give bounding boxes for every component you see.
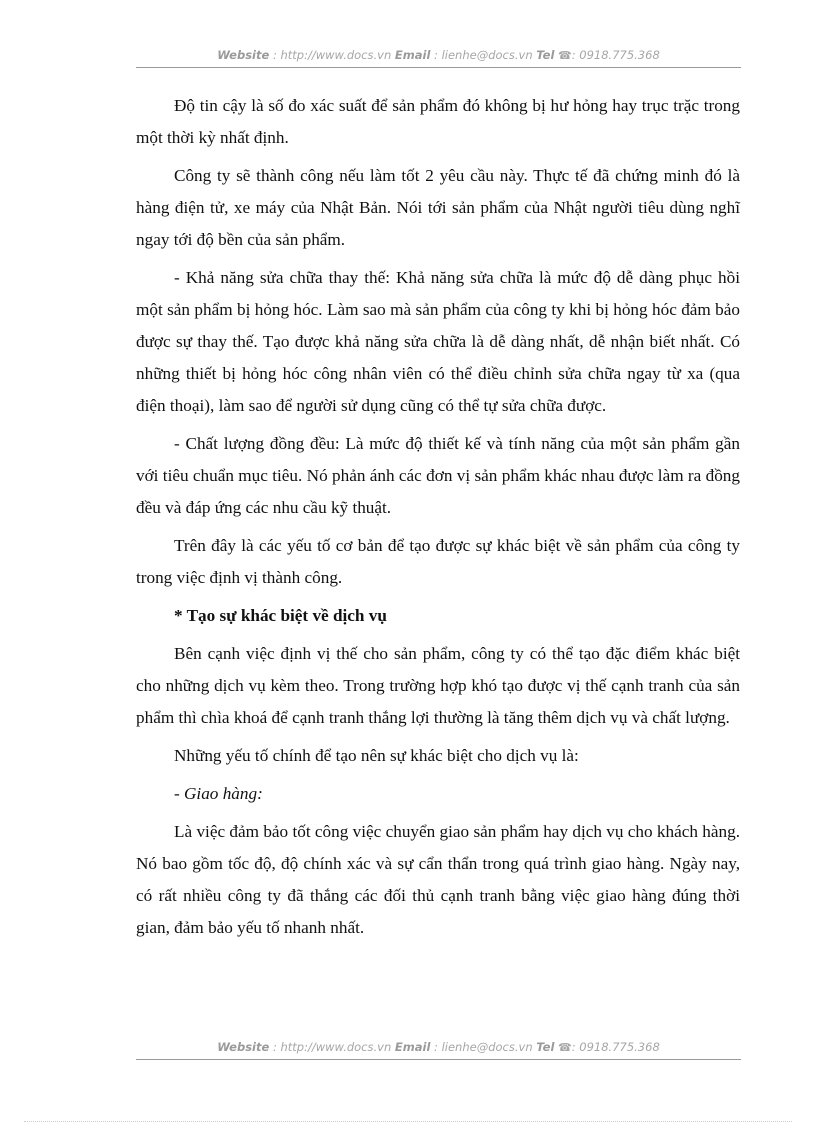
paragraph-reliability: Độ tin cậy là số đo xác suất để sản phẩm đó không bị hư hỏng hay trục trặc trong một thời kỳ nhất định.: [136, 96, 740, 147]
paragraph-service-factors: Những yếu tố chính để tạo nên sự khác biệt cho dịch vụ là:: [174, 746, 579, 765]
footer-website-label: Website: [217, 1040, 270, 1054]
paragraph-success: Công ty sẽ thành công nếu làm tốt 2 yêu cầu này. Thực tế đã chứng minh đó là hàng điện tử, xe máy của Nhật Bản. Nói tới sản phẩm của Nhật người tiêu dùng nghĩ ngay tới độ bền của sản phẩm.: [136, 166, 740, 249]
website-link[interactable]: http://www.docs.vn: [280, 48, 392, 62]
footer-tel-label: Tel: [536, 1040, 555, 1054]
section-heading-service: * Tạo sự khác biệt về dịch vụ: [174, 606, 387, 625]
paragraph-delivery: Là việc đảm bảo tốt công việc chuyển giao sản phẩm hay dịch vụ cho khách hàng. Nó bao gồm tốc độ, độ chính xác và sự cẩn thẩn trong quá trình giao hàng. Ngày nay, có rất nhiều công ty đã thắng các đối thủ cạnh tranh bằng việc giao hàng đúng thời gian, đảm bảo yếu tố nhanh nhất.: [136, 822, 740, 937]
tel-label: Tel: [536, 48, 555, 62]
email-link[interactable]: lienhe@docs.vn: [441, 48, 533, 62]
paragraph-service-intro: Bên cạnh việc định vị thế cho sản phẩm, công ty có thể tạo đặc điểm khác biệt cho những dịch vụ kèm theo. Trong trường hợp khó tạo được vị thế cạnh tranh của sản phẩm thì chìa khoá để cạnh tranh thắng lợi thường là tăng thêm dịch vụ và chất lượng.: [136, 644, 740, 727]
footer-email-link[interactable]: lienhe@docs.vn: [441, 1040, 533, 1054]
footer-email-label: Email: [394, 1040, 431, 1054]
paragraph-summary: Trên đây là các yếu tố cơ bản để tạo được sự khác biệt về sản phẩm của công ty trong việc định vị thành công.: [136, 536, 740, 587]
subheading-delivery: - Giao hàng:: [174, 784, 263, 803]
paragraph-uniform-quality: - Chất lượng đồng đều: Là mức độ thiết kế và tính năng của một sản phẩm gần với tiêu chuẩn mục tiêu. Nó phản ánh các đơn vị sản phẩm khác nhau được làm ra đồng đều và đáp ứng các nhu cầu kỹ thuật.: [136, 434, 740, 517]
footer-tel-value: : 0918.775.368: [571, 1040, 660, 1054]
email-label: Email: [394, 48, 431, 62]
footer-website-separator: :: [269, 1040, 281, 1054]
website-label: Website: [217, 48, 270, 62]
footer-phone-icon: ☎: [558, 1041, 572, 1054]
footer-email-separator: :: [430, 1040, 442, 1054]
page-footer: [136, 1039, 741, 1060]
footer-website-link[interactable]: http://www.docs.vn: [280, 1040, 392, 1054]
phone-icon: ☎: [558, 49, 572, 62]
tel-value: : 0918.775.368: [571, 48, 660, 62]
page-bottom-divider: [24, 1121, 792, 1122]
website-separator: :: [269, 48, 281, 62]
paragraph-repairability: - Khả năng sửa chữa thay thế: Khả năng sửa chữa là mức độ dễ dàng phục hồi một sản phẩm bị hỏng hóc. Làm sao mà sản phẩm của công ty khi bị hỏng hóc đảm bảo được sự thay thế. Tạo được khả năng sửa chữa là dễ dàng nhất, dễ nhận biết nhất. Có những thiết bị hỏng hóc công nhân viên có thể điều chỉnh sửa chữa ngay từ xa (qua điện thoại), làm sao để người sử dụng cũng có thể tự sửa chữa được.: [136, 268, 740, 415]
page-header: [136, 47, 741, 68]
email-separator: :: [430, 48, 442, 62]
document-body: [136, 90, 740, 950]
